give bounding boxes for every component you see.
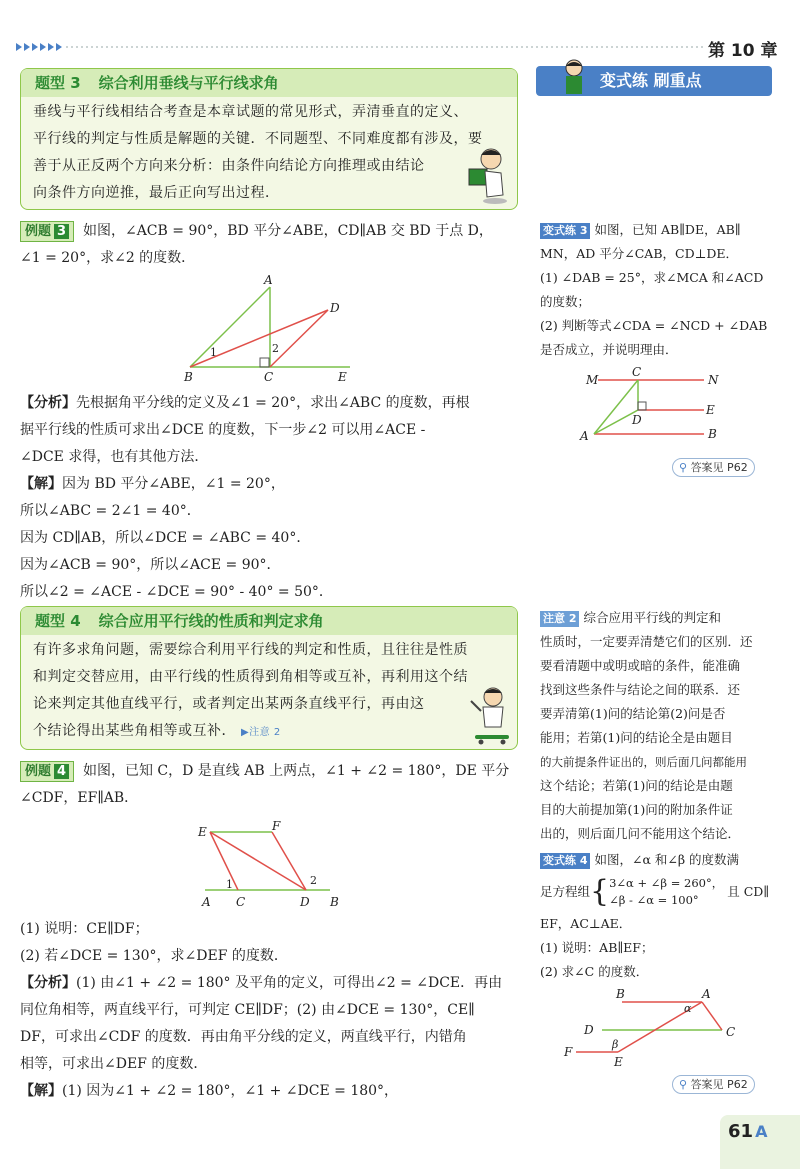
note2-line: 能用；若第(1)问的结论全是由题目 [540, 730, 733, 745]
ex3-analysis-tag: 【分析】 [20, 395, 76, 411]
ex4-solution-tag: 【解】 [20, 1083, 62, 1099]
variant3-line: 的度数； [540, 294, 591, 309]
ex4-q-line: 如图，已知 C，D 是直线 AB 上两点，∠1 + ∠2 = 180°，DE 平分 [82, 763, 510, 779]
note2-line: 找到这些条件与结论之间的联系．还 [540, 682, 741, 697]
ex3-label-E: E [338, 370, 347, 384]
variant4-part: (2) 求∠C 的度数． [540, 964, 649, 979]
ex4-part: (1) 说明：CE∥DF； [20, 921, 149, 937]
variant3-line: (1) ∠DAB = 25°，求∠MCA 和∠ACD [540, 270, 764, 285]
pin-icon: ⚲ [679, 1078, 688, 1091]
type3-line: 善于从正反两个方向来分析：由条件向结论方向推理或由结论 [33, 158, 425, 174]
ex3-solution-tag: 【解】 [20, 476, 62, 492]
ex4-tag: 例题 4 [20, 761, 74, 782]
v4-label-A: A [702, 987, 711, 1001]
ex4-label-C: C [236, 895, 246, 909]
v4-label-beta: β [612, 1038, 619, 1051]
type3-header [21, 69, 517, 97]
student-icon [556, 58, 592, 96]
ex3-solution-line: 所以∠2 = ∠ACE - ∠DCE = 90° - 40° = 50°． [20, 584, 333, 600]
type4-text [21, 635, 517, 748]
type3-title: 综合利用垂线与平行线求角 [98, 74, 279, 92]
type4-box [20, 606, 518, 750]
v3-label-B: B [708, 427, 717, 441]
variant4: 变式练 4 如图，∠α 和∠β 的度数满 足方程组 { 3∠α + ∠β = 260°， ∠β - ∠α = 100° 且 CD∥ EF，AC⊥AE． (1) 说明：AB∥EF； (2) 求∠C 的度数． [540, 848, 780, 984]
sidebar-banner-text: 变式练 刷重点 [600, 71, 702, 90]
ex4-label-E: E [198, 825, 207, 839]
type4-header [21, 607, 517, 635]
ex4-angle-2: 2 [310, 874, 317, 887]
type4-line: 个结论得出某些角相等或互补． [33, 723, 236, 739]
note2-line: 要看清题中或明或暗的条件，能准确 [540, 658, 741, 673]
ex4-label-B: B [330, 895, 339, 909]
variant3-answer-text: 答案见 P62 [690, 461, 748, 474]
v3-label-A: A [580, 429, 589, 443]
header-decoration [14, 40, 704, 54]
type3-line: 垂线与平行线相结合考查是本章试题的常见形式，弄清垂直的定义、 [33, 104, 468, 120]
v3-label-E: E [706, 403, 715, 417]
variant4-figure [562, 986, 752, 1068]
type4-line: 和判定交替应用，由平行线的性质得到角相等或互补，再利用这个结 [33, 669, 468, 685]
skateboard-student-icon [467, 683, 515, 745]
v4-label-F: F [564, 1045, 573, 1059]
ex3-solution-line: 所以∠ABC = 2∠1 = 40°． [20, 503, 201, 519]
variant4-answer[interactable] [672, 1073, 755, 1094]
ex4-analysis-line: 相等，可求出∠DEF 的度数． [20, 1056, 208, 1072]
ex4-analysis-line: 同位角相等，两直线平行，可判定 CE∥DF；(2) 由∠DCE = 130°，CE∥ [20, 1002, 475, 1018]
ex4-label-A: A [202, 895, 211, 909]
type4-label: 题型 4 [35, 612, 81, 630]
type3-line: 向条件方向逆推，最后正向写出过程． [33, 185, 280, 201]
note2-line: 这个结论；若第(1)问的结论是由题 [540, 778, 733, 793]
variant3 [540, 218, 780, 362]
reading-student-icon [461, 145, 513, 205]
ex4-analysis-tag: 【分析】 [20, 975, 76, 991]
ex3-analysis-line: 据平行线的性质可求出∠DCE 的度数，下一步∠2 可以用∠ACE - [20, 422, 426, 438]
variant3-figure [576, 366, 736, 448]
ex4-q-line: ∠CDF，EF∥AB． [20, 790, 139, 806]
type4-line: 论来判定其他直线平行，或者判定出某两条直线平行，再由这 [33, 696, 425, 712]
v4-label-B: B [616, 987, 625, 1001]
v4-label-D: D [584, 1023, 594, 1037]
variant4-part: (1) 说明：AB∥EF； [540, 940, 654, 955]
type4-title: 综合应用平行线的性质和判定求角 [98, 612, 324, 630]
v4-label-E: E [614, 1055, 623, 1068]
note2-tag: 注意 2 [540, 611, 579, 627]
note2-line: 综合应用平行线的判定和 [583, 610, 721, 625]
ex3-analysis-line: 先根据角平分线的定义及∠1 = 20°，求出∠ABC 的度数，再根 [76, 395, 470, 411]
type3-line: 平行线的判定与性质是解题的关键．不同题型、不同难度都有涉及，要 [33, 131, 483, 147]
variant3-line: 是否成立，并说明理由． [540, 342, 678, 357]
sidebar-banner [536, 66, 772, 96]
ex3-solution-line: 因为 CD∥AB，所以∠DCE = ∠ABC = 40°． [20, 530, 311, 546]
pin-icon: ⚲ [679, 461, 688, 474]
ex4-label-F: F [272, 819, 281, 833]
ex3-analysis [20, 390, 520, 606]
page-number: 61 A [720, 1115, 800, 1169]
note2-line: 出的，则后面几问不能用这个结论． [540, 826, 741, 841]
ex3-analysis-line: ∠DCE 求得，也有其他方法． [20, 449, 209, 465]
ex4-solution-line: (1) 因为∠1 + ∠2 = 180°，∠1 + ∠DCE = 180°， [62, 1083, 399, 1099]
ex4-question [20, 758, 520, 812]
type3-label: 题型 3 [35, 74, 81, 92]
note2-line: 性质时，一定要弄清楚它们的区别．还 [540, 634, 753, 649]
ex3-label-D: D [330, 301, 340, 315]
v3-label-M: M [586, 373, 599, 387]
ex3-solution-line: 因为∠ACB = 90°，所以∠ACE = 90°． [20, 557, 281, 573]
variant4-line: 如图，∠α 和∠β 的度数满 [594, 852, 740, 867]
variant3-line: 如图，已知 AB∥DE，AB∥ [594, 222, 741, 237]
variant4-tag: 变式练 4 [540, 853, 590, 869]
note2-line: 的大前提条件证出的，则后面几问都能用 [540, 755, 747, 769]
note2-line: 目的大前提加第(1)问的附加条件证 [540, 802, 733, 817]
variant4-answer-text: 答案见 P62 [690, 1078, 748, 1091]
type4-line: 有许多求角问题，需要综合利用平行线的判定和性质，且往往是性质 [33, 642, 468, 658]
note2-line: 要弄清第(1)问的结论第(2)问是否 [540, 706, 726, 721]
type3-box [20, 68, 518, 210]
note2 [540, 606, 780, 846]
ex3-angle-1: 1 [210, 346, 217, 359]
ex3-solution-line: 因为 BD 平分∠ABE，∠1 = 20°， [62, 476, 285, 492]
variant4-line: EF，AC⊥AE． [540, 916, 632, 931]
ex3-label-B: B [184, 370, 193, 384]
ex3-label-A: A [264, 273, 273, 287]
ex3-question [20, 218, 520, 272]
ex3-figure [180, 272, 370, 384]
ex4-angle-1: 1 [226, 878, 233, 891]
v4-label-C: C [726, 1025, 736, 1039]
page-logo-icon: A [755, 1122, 768, 1141]
ex3-q-line: 如图，∠ACB = 90°，BD 平分∠ABE，CD∥AB 交 BD 于点 D， [82, 223, 493, 239]
ex4-analysis-line: DF，可求出∠CDF 的度数．再由角平分线的定义，两直线平行，内错角 [20, 1029, 467, 1045]
variant3-tag: 变式练 3 [540, 223, 590, 239]
ex3-q-line: ∠1 = 20°，求∠2 的度数． [20, 250, 196, 266]
note2-link[interactable]: ▶注意 2 [240, 727, 281, 738]
variant3-line: MN，AD 平分∠CAB，CD⊥DE． [540, 246, 738, 261]
ex4-figure [190, 818, 360, 910]
variant3-line: (2) 判断等式∠CDA = ∠NCD + ∠DAB [540, 318, 768, 333]
ex4-part: (2) 若∠DCE = 130°，求∠DEF 的度数． [20, 948, 288, 964]
v3-label-C: C [632, 366, 642, 379]
v3-label-N: N [708, 373, 719, 387]
ex4-analysis-line: (1) 由∠1 + ∠2 = 180° 及平角的定义，可得出∠2 = ∠DCE．再由 [76, 975, 503, 991]
ex3-angle-2: 2 [272, 342, 279, 355]
type3-text [21, 97, 517, 209]
ex3-label-C: C [264, 370, 274, 384]
variant4-eq1: 3∠α + ∠β = 260°， [609, 876, 724, 890]
ex4-body [20, 916, 520, 1105]
chapter-title: 第 10 章 [708, 41, 778, 61]
variant4-sys-prefix: 足方程组 [540, 884, 591, 899]
ex3-tag: 例题 3 [20, 221, 74, 242]
v4-label-alpha: α [684, 1002, 692, 1015]
variant4-sys-suffix: 且 CD∥ [727, 884, 770, 899]
ex4-label-D: D [300, 895, 310, 909]
variant3-answer[interactable] [672, 456, 755, 477]
v3-label-D: D [632, 413, 642, 427]
variant4-eq2: ∠β - ∠α = 100° [609, 893, 699, 907]
